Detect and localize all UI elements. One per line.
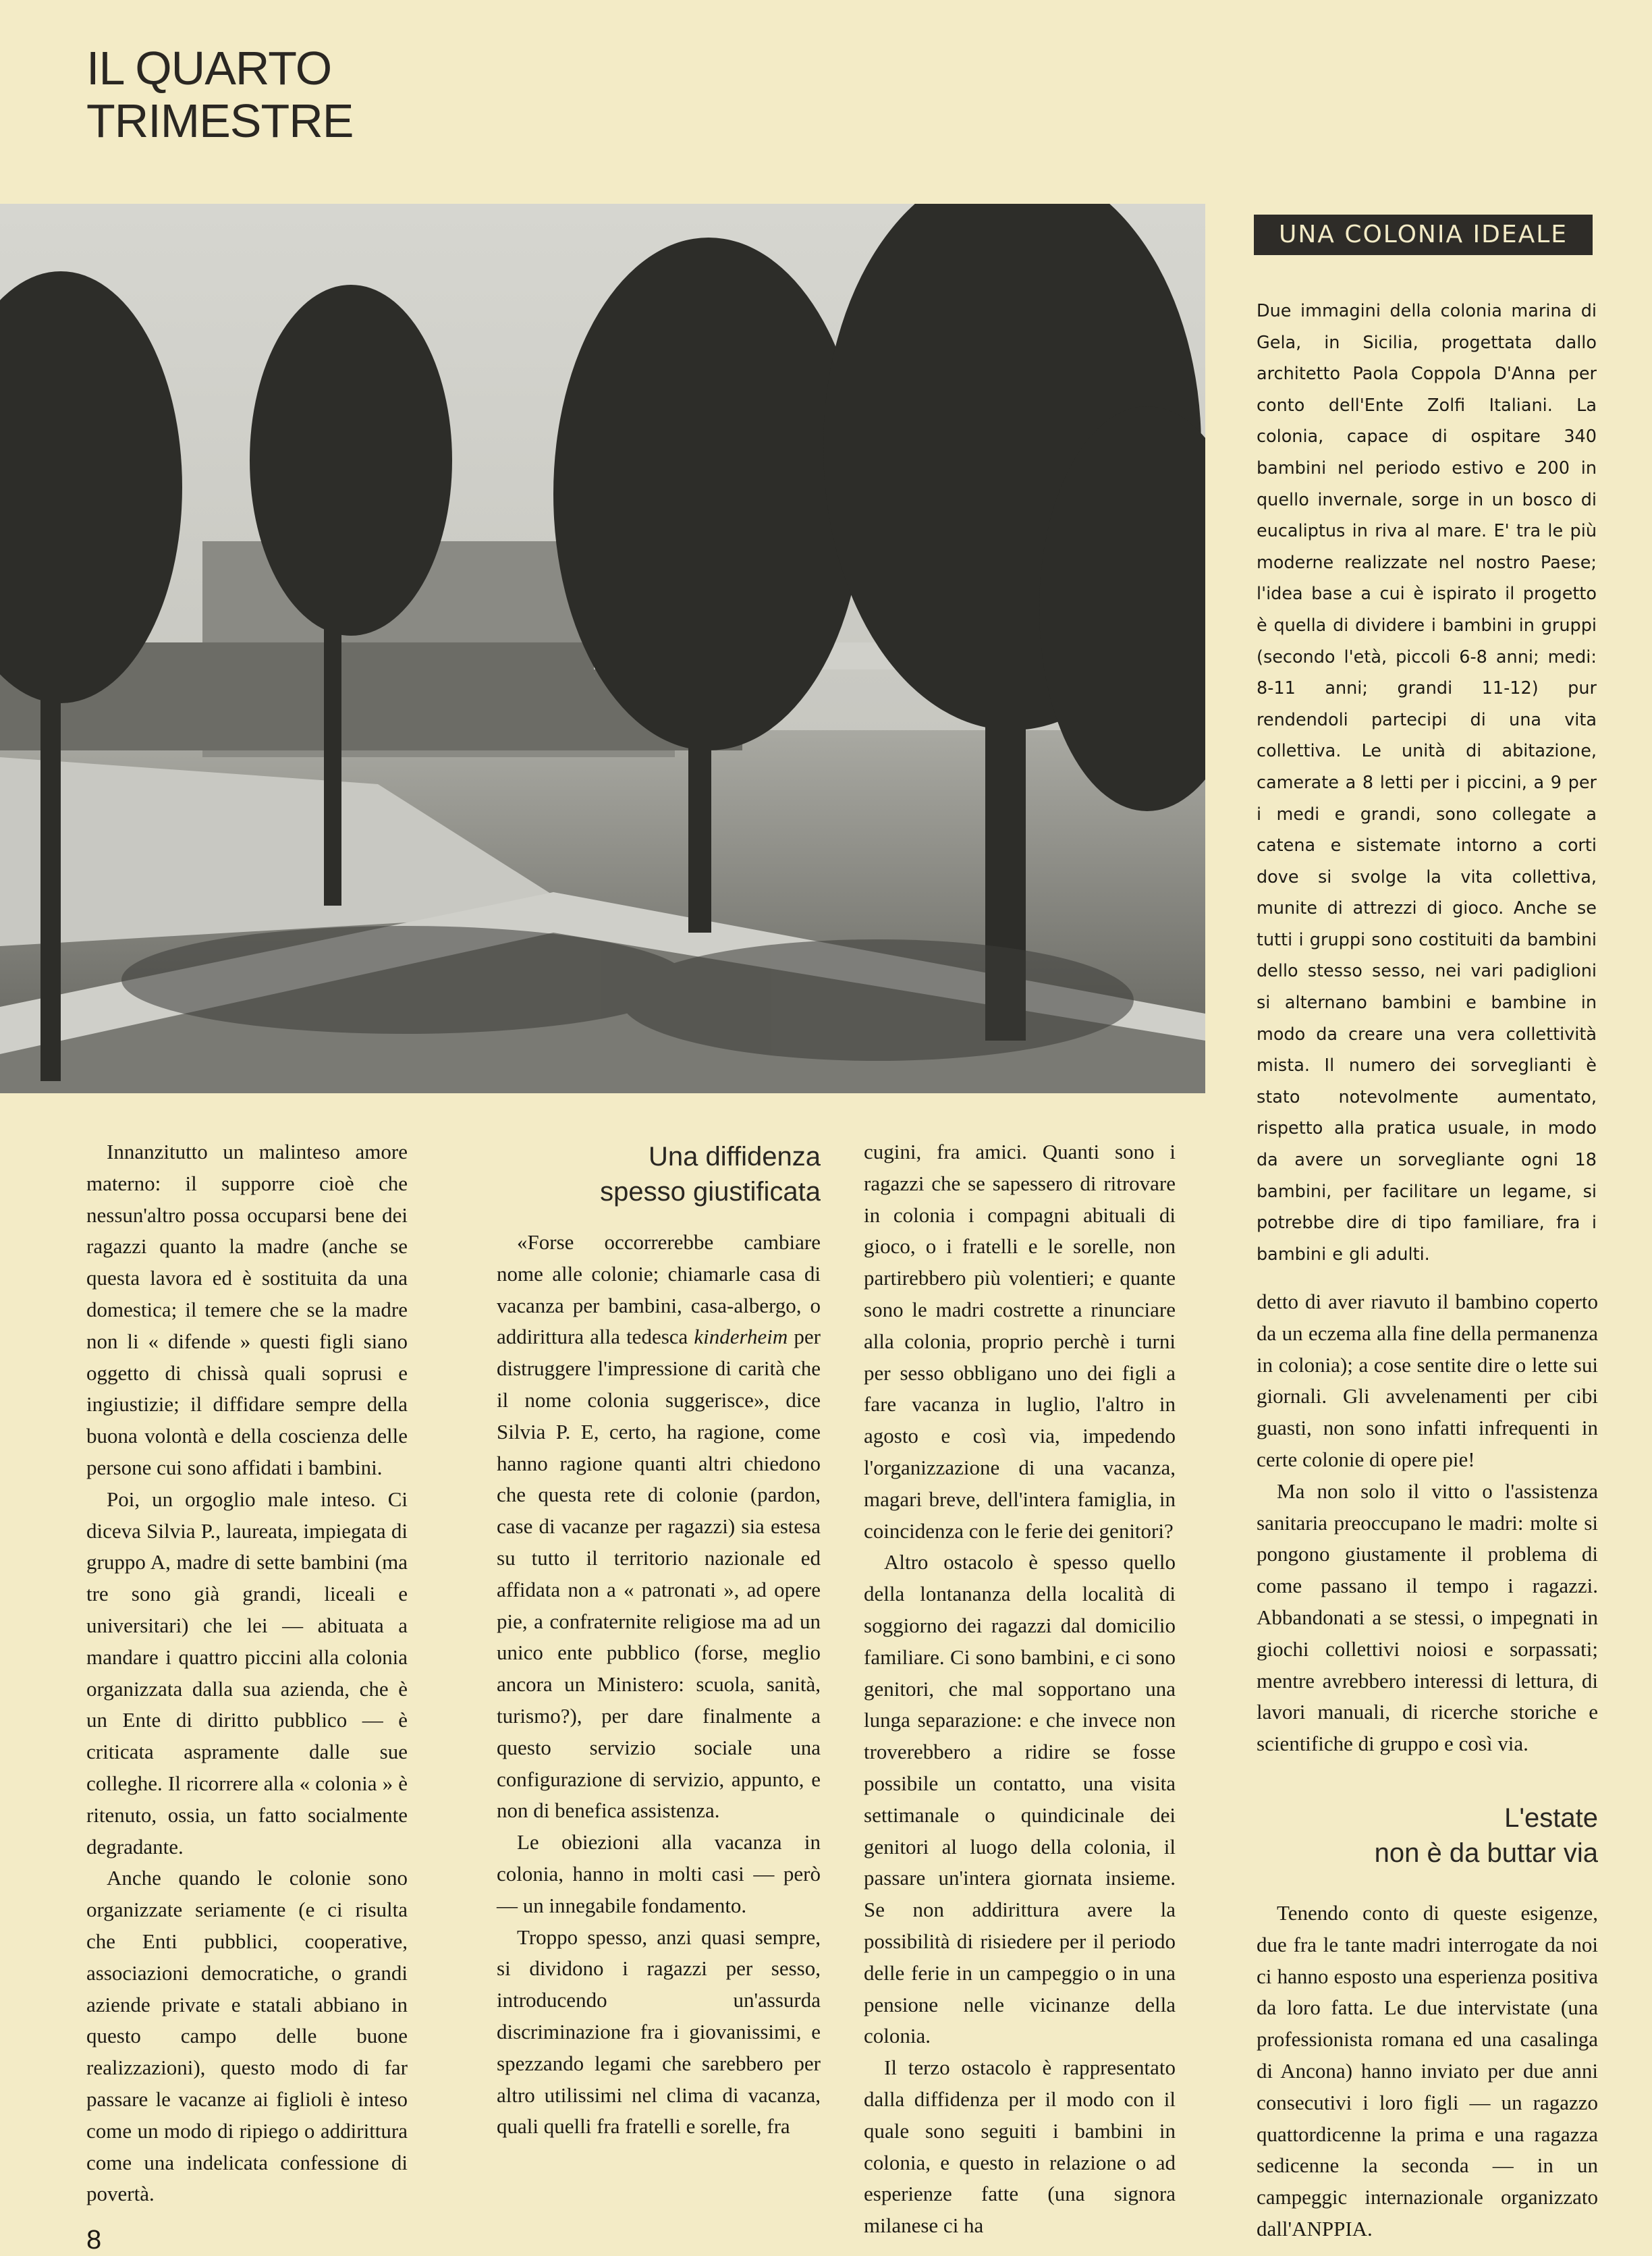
subheading-line: L'estate	[1504, 1803, 1598, 1833]
paragraph: Troppo spesso, anzi quasi sempre, si dividono i ragazzi per sesso, introducendo un'assurda discriminazione fra i giovanissimi, e spezzando legami che sarebbero per altro utilissimi nel clima di vacanza, quali quelli fra fratelli e sorelle, fra	[497, 1925, 821, 2139]
text-run: «Forse occorrerebbe cambiare nome alle colonie; chiamarle casa di vacanza per bambini, casa-albergo, o addirittura alla tedesca	[497, 1230, 821, 1349]
paragraph: Poi, un orgoglio male inteso. Ci diceva Silvia P., laureata, impiegata di gruppo A, madre di sette bambini (ma tre sono già grandi, liceali e universitari) che lei — abituata a mandare i quattro piccini alla colonia organizzata dalla sua azienda, che è un Ente di diritto pubblico — è criticata aspramente dalle sue colleghe. Il ricorrere alla « colonia » è ritenuto, ossia, un fatto socialmente degradante.	[86, 1487, 408, 1859]
article-column-2	[497, 1136, 821, 2143]
paragraph: detto di aver riavuto il bambino coperto da un eczema alla fine della permanenza in colonia); a cose sentite dire o lette sui giornali. Gli avvelenamenti per cibi guasti, non sono infatti infrequenti in certe colonie di opere pie!	[1257, 1290, 1598, 1471]
subheading-line: spesso giustificata	[600, 1177, 821, 1207]
title-line-2: TRIMESTRE	[86, 94, 354, 147]
page-number: 8	[86, 2225, 102, 2255]
paragraph: Il terzo ostacolo è rappresentato dalla diffidenza per il modo con il quale sono seguiti i bambini in colonia, e questo in relazione o ad esperienze fatte (una signora milanese ci ha	[864, 2056, 1176, 2238]
paragraph: Anche quando le colonie sono organizzate seriamente (e ci risulta che Enti pubblici, cooperative, associazioni democratiche, o grandi aziende private e statali abbiano in questo campo delle buone realizzazioni), questo modo di far passare le vacanze ai figlioli è inteso come un modo di ripiego o addirittura come una indelicata confessione di povertà.	[86, 1866, 408, 2206]
paragraph: Tenendo conto di queste esigenze, due fra le tante madri interrogate da noi ci hanno esposto una esperienza positiva da loro fatta. Le due intervistate (una professionista romana ed una casalinga di Ancona) hanno inviato per due anni consecutivi i loro figli — un ragazzo quattordicenne la prima e una ragazza sedicenne la seconda — in un campeggic internazionale organizzato dall'ANPPIA.	[1257, 1900, 1598, 2240]
paragraph	[497, 1227, 821, 1827]
subheading-line: non è da buttar via	[1374, 1838, 1598, 1868]
article-column-3	[864, 1136, 1176, 2242]
colony-photo-image	[0, 204, 1205, 1093]
subheading-line: Una diffidenza	[649, 1142, 821, 1172]
italic-term: kinderheim	[694, 1325, 788, 1349]
photo-caption: Due immagini della colonia marina di Gela, in Sicilia, progettata dallo architetto Paola Coppola D'Anna per conto dell'Ente Zolfi Italiani. La colonia, capace di ospitare 340 bambini nel periodo estivo e 200 in quello invernale, sorge in un bosco di eucaliptus in riva al mare. E' tra le più moderne realizzate nel nostro Paese; l'idea base a cui è ispirato il progetto è quella di dividere i bambini in gruppi (secondo l'età, piccoli 6-8 anni; medi: 8-11 anni; grandi 11-12) pur rendendoli partecipi di una vita collettiva. Le unità di abitazione, camerate a 8 letti per i piccini, a 9 per i medi e grandi, sono collegate a catena e sistemate intorno a corti dove si svolge la vita collettiva, munite di attrezzi di gioco. Anche se tutti i gruppi sono costituiti da bambini dello stesso sesso, nei vari padiglioni si alternano bambini e bambine in modo da creare una vera collettività mista. Il numero dei sorveglianti è stato notevolmente aumentato, rispetto alla pratica usuale, in modo da avere un sorvegliante ogni 18 bambini, per facilitare un legame, si potrebbe dire di tipo familiare, fra i bambini e gli adulti.	[1257, 301, 1597, 1265]
page-title	[86, 42, 353, 147]
paragraph: Innanzitutto un malinteso amore materno: il supporre cioè che nessun'altro possa occuparsi bene dei ragazzi quanto la madre (anche se questa lavora ed è sostituita da una domestica; il temere che se la madre non li « difende » questi figli siano oggetto di chissà quali soprusi e ingiustizie; il diffidare sempre della buona volontà e della coscienza delle persone cui sono affidati i bambini.	[86, 1140, 408, 1479]
sidebar-heading: UNA COLONIA IDEALE	[1254, 215, 1593, 255]
title-line-1: IL QUARTO	[86, 42, 332, 94]
colony-photo	[0, 204, 1205, 1093]
text-run: per distruggere l'impressione di carità che il nome colonia suggerisce», dice Silvia P. E, certo, ha ragione, come hanno ragione quanti altri chiedono che questa rete di colonie (pardon, case di vacanze per ragazzi) sia estesa su tutto il territorio nazionale ed affidata non a « patronati », ad opere pie, a confraternite religiose ma ad un unico ente pubblico (forse, meglio ancora un Ministero: scuola, sanità, turismo?), per dare finalmente a questo servizio sociale una configurazione di servizio, appunto, e non di benefica assistenza.	[497, 1325, 821, 1823]
paragraph: Ma non solo il vitto o l'assistenza sanitaria preoccupano le madri: molte si pongono giustamente il problema di come passano il tempo i ragazzi. Abbandonati a se stessi, o impegnati in giochi collettivi noiosi e sorpassati; mentre avrebbero interessi di lettura, di lavori manuali, di ricerche storiche e scientifiche di gruppo e così via.	[1257, 1479, 1598, 1756]
paragraph: cugini, fra amici. Quanti sono i ragazzi che se sapessero di ritrovare in colonia i compagni abituali di gioco, o i fratelli e le sorelle, non partirebbero più volentieri; e quante sono le madri costrette a rinunciare alla colonia, proprio perchè i turni per sesso obbligano uno dei figli a fare vacanza in luglio, l'altro in agosto e così via, impedendo l'organizzazione di una vacanza, magari breve, dell'intera famiglia, in coincidenza con le ferie dei genitori?	[864, 1140, 1176, 1543]
subheading	[1257, 1800, 1598, 1871]
paragraph: Altro ostacolo è spesso quello della lontananza della località di soggiorno dei ragazzi dal domicilio familiare. Ci sono bambini, e ci sono genitori, che mal sopportano una lunga separazione: e che invece non troverebbero a ridire se fosse possibile un contatto, una visita settimanale o quindicinale dei genitori al luogo della colonia, il passare un'intera giornata insieme. Se non addirittura avere la possibilità di risiedere per il periodo delle ferie in un campeggio o in una pensione nelle vicinanze della colonia.	[864, 1550, 1176, 2048]
subheading	[497, 1139, 821, 1209]
article-column-4	[1257, 1286, 1598, 2245]
paragraph: Le obiezioni alla vacanza in colonia, hanno in molti casi — però — un innegabile fondamento.	[497, 1830, 821, 1917]
article-column-1	[86, 1136, 408, 2210]
